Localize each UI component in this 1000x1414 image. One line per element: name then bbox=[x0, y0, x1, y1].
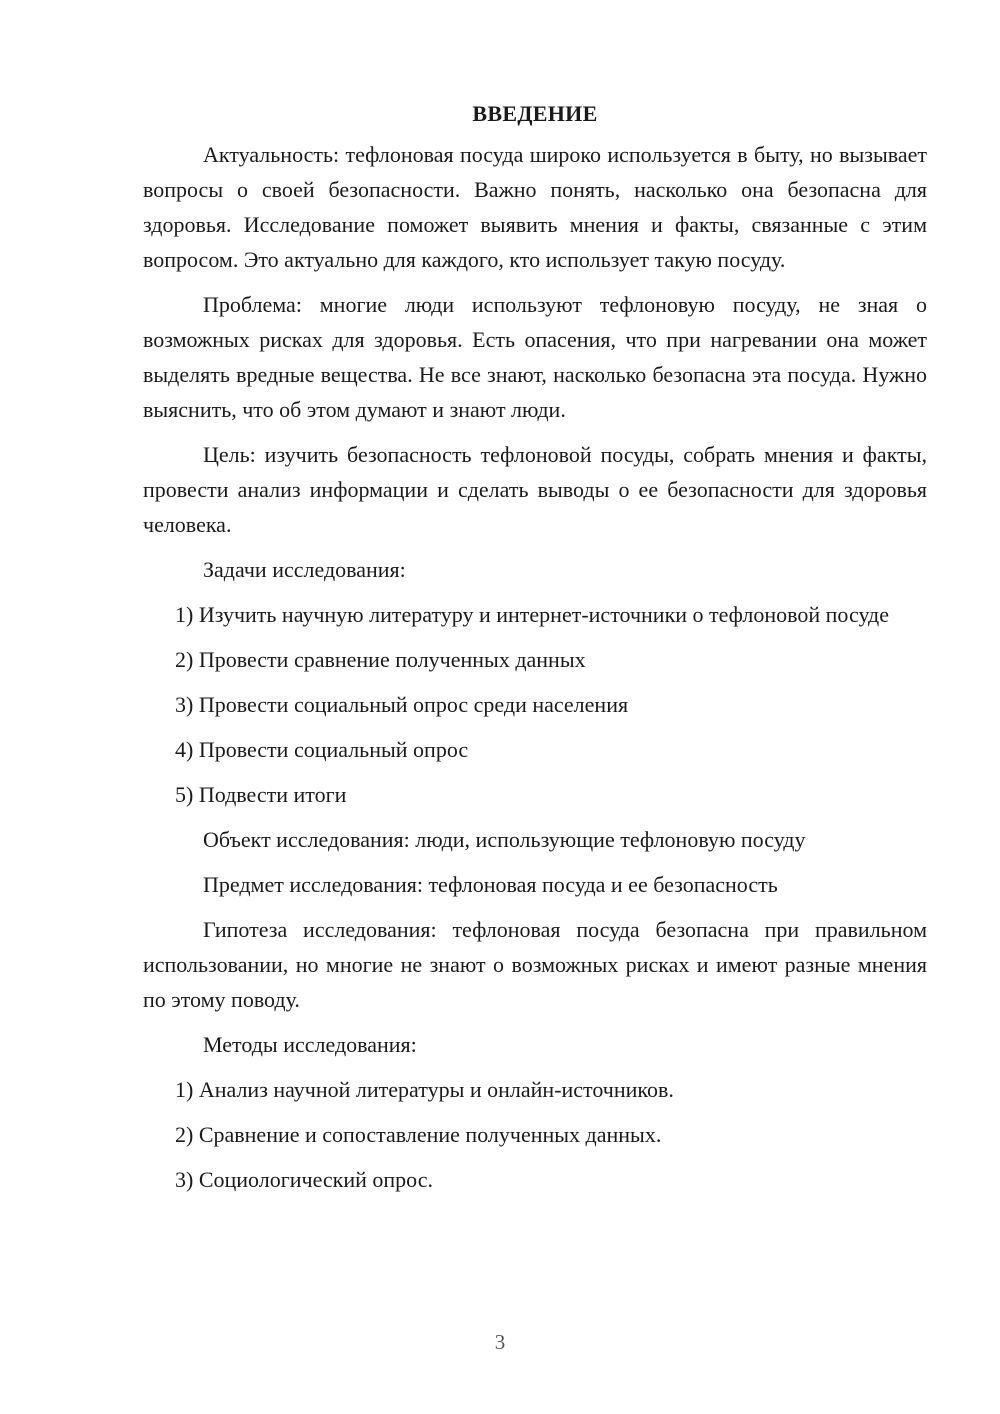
tasks-heading: Задачи исследования: bbox=[203, 557, 406, 582]
object-paragraph: Объект исследования: люди, использующие тефлоновую посуду bbox=[203, 827, 806, 852]
task-item: 1) Изучить научную литературу и интернет-источники о тефлоновой посуде bbox=[175, 602, 890, 627]
task-item: 5) Подвести итоги bbox=[175, 782, 347, 807]
document-page bbox=[143, 96, 927, 1207]
page-number: 3 bbox=[494, 1330, 506, 1354]
method-item: 1) Анализ научной литературы и онлайн-источников. bbox=[175, 1077, 674, 1102]
relevance-paragraph: Актуальность: тефлоновая посуда широко используется в быту, но вызывает вопросы о своей безопасности. Важно понять, насколько она безопасна для здоровья. Исследование поможет выявить мнения и факты, связанные с этим вопросом. Это актуально для каждого, кто использует такую посуду. bbox=[143, 142, 927, 272]
problem-paragraph: Проблема: многие люди используют тефлоновую посуду, не зная о возможных рисках для здоровья. Есть опасения, что при нагревании она может выделять вредные вещества. Не все знают, насколько безопасна эта посуда. Нужно выяснить, что об этом думают и знают люди. bbox=[143, 292, 927, 422]
task-item: 3) Провести социальный опрос среди населения bbox=[175, 692, 629, 717]
subject-paragraph: Предмет исследования: тефлоновая посуда и ее безопасность bbox=[203, 872, 778, 897]
method-item: 3) Социологический опрос. bbox=[175, 1167, 433, 1192]
method-item: 2) Сравнение и сопоставление полученных данных. bbox=[175, 1122, 662, 1147]
task-item: 2) Провести сравнение полученных данных bbox=[175, 647, 586, 672]
goal-paragraph: Цель: изучить безопасность тефлоновой посуды, собрать мнения и факты, провести анализ информации и сделать выводы о ее безопасности для здоровья человека. bbox=[143, 442, 927, 537]
section-title: ВВЕДЕНИЕ bbox=[472, 101, 598, 126]
hypothesis-paragraph: Гипотеза исследования: тефлоновая посуда безопасна при правильном использовании, но многие не знают о возможных рисках и имеют разные мнения по этому поводу. bbox=[143, 917, 927, 1012]
methods-heading: Методы исследования: bbox=[203, 1032, 417, 1057]
task-item: 4) Провести социальный опрос bbox=[175, 737, 469, 762]
